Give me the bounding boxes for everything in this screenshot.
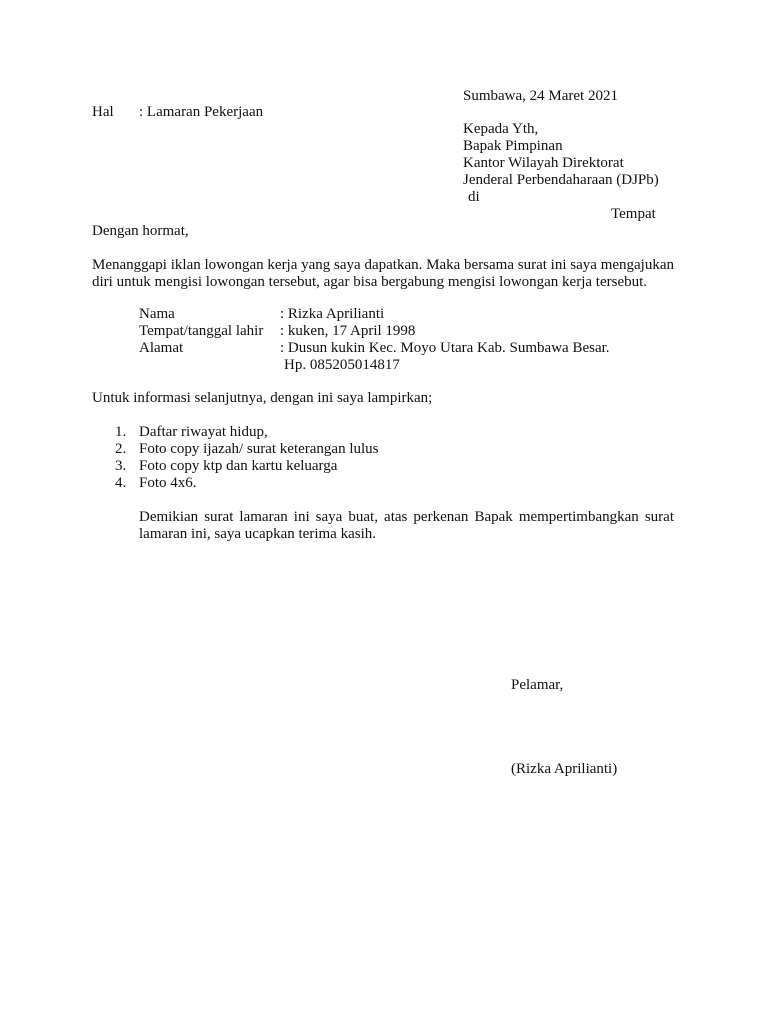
attachments-intro: Untuk informasi selanjutnya, dengan ini saya lampirkan; <box>92 390 433 406</box>
recipient-line-3: Kantor Wilayah Direktorat <box>463 155 624 171</box>
signature-role: Pelamar, <box>511 677 564 693</box>
recipient-line-1: Kepada Yth, <box>463 121 539 137</box>
greeting: Dengan hormat, <box>92 223 189 239</box>
subject-label: Hal <box>92 104 114 120</box>
name-label: Nama <box>139 306 175 322</box>
phone-value: Hp. 085205014817 <box>284 357 400 373</box>
address-value: : Dusun kukin Kec. Moyo Utara Kab. Sumbawa Besar. <box>280 340 610 356</box>
list-item-text: Foto copy ktp dan kartu keluarga <box>139 458 338 474</box>
name-value: : Rizka Aprilianti <box>280 306 385 322</box>
intro-paragraph: Menanggapi iklan lowongan kerja yang saya dapatkan. Maka bersama surat ini saya mengajukan diri untuk mengisi lowongan tersebut, agar bisa bergabung mengisi lowongan kerja tersebut. <box>92 257 674 290</box>
list-item-number: 1. <box>115 424 127 440</box>
recipient-line-2: Bapak Pimpinan <box>463 138 563 154</box>
list-item-text: Foto copy ijazah/ surat keterangan lulus <box>139 441 379 457</box>
list-item-number: 4. <box>115 475 127 491</box>
address-label: Alamat <box>139 340 184 356</box>
list-item-number: 3. <box>115 458 127 474</box>
recipient-line-4: Jenderal Perbendaharaan (DJPb) <box>463 172 659 188</box>
list-item-text: Daftar riwayat hidup, <box>139 424 268 440</box>
subject-value: : Lamaran Pekerjaan <box>139 104 264 120</box>
birth-value: : kuken, 17 April 1998 <box>280 323 416 339</box>
recipient-line-6: Tempat <box>611 206 656 222</box>
birth-label: Tempat/tanggal lahir <box>139 323 264 339</box>
letter-date: Sumbawa, 24 Maret 2021 <box>463 88 618 104</box>
list-item-text: Foto 4x6. <box>139 475 197 491</box>
recipient-line-5: di <box>468 189 480 205</box>
signature-name: (Rizka Aprilianti) <box>511 761 618 777</box>
closing-paragraph: Demikian surat lamaran ini saya buat, atas perkenan Bapak mempertimbangkan surat lamaran ini, saya ucapkan terima kasih. <box>139 509 674 542</box>
list-item-number: 2. <box>115 441 127 457</box>
